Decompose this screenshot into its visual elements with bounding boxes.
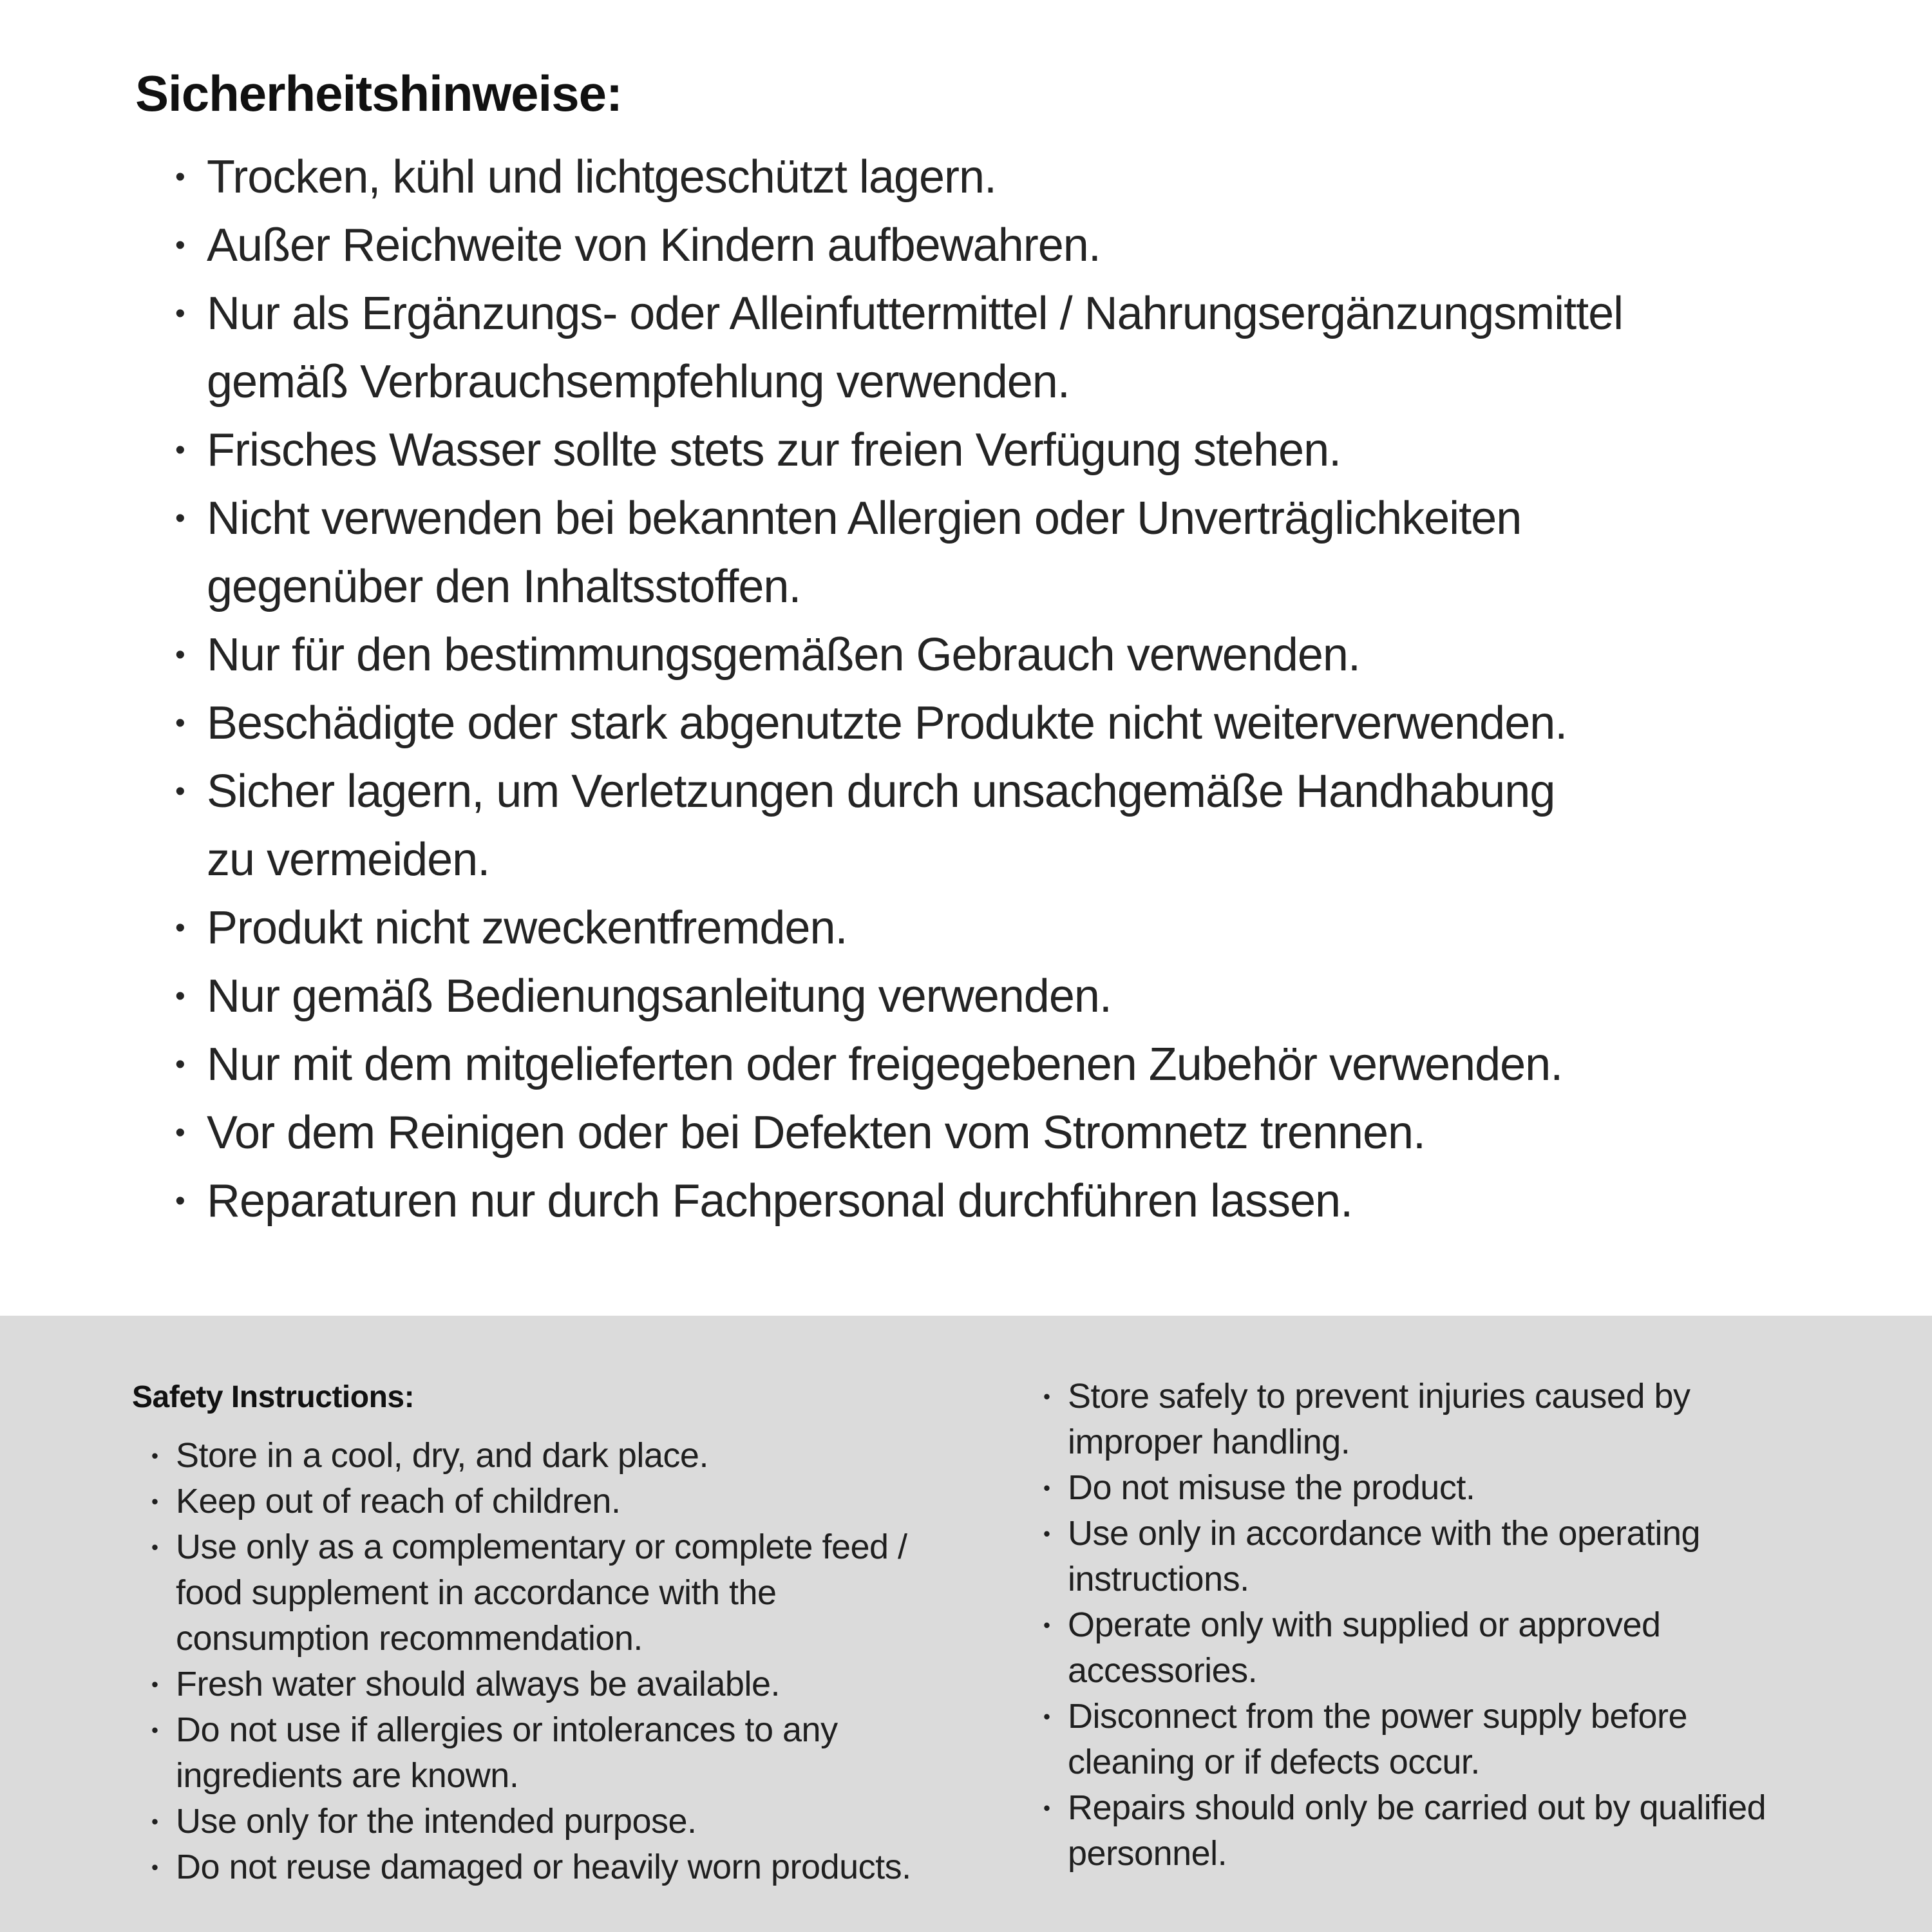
list-item <box>1043 1694 1932 1785</box>
list-item-line: Disconnect from the power supply before <box>1068 1697 1687 1736</box>
list-item-line: Store safely to prevent injuries caused by <box>1068 1377 1690 1416</box>
list-item <box>135 143 1900 211</box>
list-item-line: personnel. <box>1068 1834 1227 1873</box>
list-item <box>135 894 1900 962</box>
bullet-icon: • <box>175 1185 185 1217</box>
bullet-icon: • <box>175 1048 185 1080</box>
list-item-line: improper handling. <box>1068 1423 1350 1461</box>
list-item-line: Keep out of reach of children. <box>176 1482 621 1520</box>
list-item <box>135 416 1900 484</box>
bullet-icon: • <box>175 775 185 807</box>
list-item-line: ingredients are known. <box>176 1756 519 1795</box>
list-item <box>132 1844 1021 1890</box>
list-item <box>135 689 1900 757</box>
list-item-line: Do not use if allergies or intolerances to any <box>176 1710 838 1749</box>
german-heading: Sicherheitshinweise: <box>135 65 622 122</box>
list-item <box>1043 1785 1932 1877</box>
list-item-line: Repairs should only be carried out by qualified <box>1068 1788 1766 1827</box>
bullet-icon: • <box>1043 1797 1050 1819</box>
list-item-line: cleaning or if defects occur. <box>1068 1743 1480 1781</box>
bullet-icon: • <box>1043 1705 1050 1728</box>
list-item <box>135 211 1900 279</box>
list-item-line: zu vermeiden. <box>207 834 490 886</box>
bullet-icon: • <box>175 1117 185 1148</box>
list-item <box>132 1799 1021 1844</box>
bullet-icon: • <box>1043 1477 1050 1499</box>
list-item-line: Nur mit dem mitgelieferten oder freigegebenen Zubehör verwenden. <box>207 1039 1563 1090</box>
list-item <box>135 484 1900 621</box>
english-heading: Safety Instructions: <box>132 1380 415 1414</box>
bullet-icon: • <box>175 639 185 670</box>
bullet-icon: • <box>175 502 185 534</box>
list-item <box>132 1662 1021 1707</box>
list-item <box>135 1030 1900 1099</box>
english-safety-list-left <box>132 1433 1021 1890</box>
list-item <box>135 1167 1900 1235</box>
bullet-icon: • <box>175 707 185 739</box>
list-item <box>1043 1465 1932 1511</box>
list-item-line: Nur gemäß Bedienungsanleitung verwenden. <box>207 971 1112 1022</box>
list-item <box>1043 1374 1932 1465</box>
list-item <box>135 621 1900 689</box>
list-item-line: Use only as a complementary or complete feed / <box>176 1528 907 1566</box>
german-safety-list <box>135 143 1900 1235</box>
bullet-icon: • <box>175 434 185 466</box>
list-item-line: Vor dem Reinigen oder bei Defekten vom Stromnetz trennen. <box>207 1107 1426 1159</box>
bullet-icon: • <box>151 1856 158 1879</box>
list-item <box>132 1433 1021 1479</box>
list-item-line: Use only for the intended purpose. <box>176 1802 697 1841</box>
list-item <box>132 1524 1021 1662</box>
list-item-line: Do not misuse the product. <box>1068 1468 1475 1507</box>
bullet-icon: • <box>175 161 185 193</box>
list-item <box>135 757 1900 894</box>
bullet-icon: • <box>175 298 185 329</box>
list-item-line: Do not reuse damaged or heavily worn products. <box>176 1848 911 1886</box>
english-section <box>0 1316 1932 1932</box>
list-item-line: Use only in accordance with the operating <box>1068 1514 1701 1553</box>
list-item-line: Außer Reichweite von Kindern aufbewahren. <box>207 220 1101 271</box>
list-item-line: Fresh water should always be available. <box>176 1665 780 1703</box>
list-item-line: Nur als Ergänzungs- oder Alleinfuttermittel / Nahrungsergänzungsmittel <box>207 288 1624 339</box>
list-item <box>135 279 1900 416</box>
bullet-icon: • <box>151 1810 158 1833</box>
bullet-icon: • <box>175 980 185 1012</box>
bullet-icon: • <box>1043 1522 1050 1545</box>
bullet-icon: • <box>151 1719 158 1741</box>
list-item-line: food supplement in accordance with the <box>176 1573 777 1612</box>
bullet-icon: • <box>151 1673 158 1696</box>
bullet-icon: • <box>1043 1614 1050 1636</box>
list-item-line: consumption recommendation. <box>176 1619 643 1658</box>
list-item <box>132 1479 1021 1524</box>
list-item <box>1043 1602 1932 1694</box>
list-item-line: Produkt nicht zweckentfremden. <box>207 902 848 954</box>
list-item-line: gemäß Verbrauchsempfehlung verwenden. <box>207 356 1070 408</box>
bullet-icon: • <box>1043 1385 1050 1408</box>
bullet-icon: • <box>151 1444 158 1467</box>
list-item-line: Sicher lagern, um Verletzungen durch unsachgemäße Handhabung <box>207 766 1555 817</box>
bullet-icon: • <box>151 1536 158 1558</box>
list-item <box>135 962 1900 1030</box>
list-item-line: Reparaturen nur durch Fachpersonal durchführen lassen. <box>207 1175 1353 1227</box>
list-item <box>1043 1511 1932 1602</box>
list-item-line: Nicht verwenden bei bekannten Allergien oder Unverträglichkeiten <box>207 493 1522 544</box>
list-item-line: Trocken, kühl und lichtgeschützt lagern. <box>207 151 997 203</box>
list-item-line: accessories. <box>1068 1651 1258 1690</box>
list-item-line: Frisches Wasser sollte stets zur freien Verfügung stehen. <box>207 424 1341 476</box>
english-safety-list-right <box>1043 1374 1932 1877</box>
list-item-line: Operate only with supplied or approved <box>1068 1605 1661 1644</box>
list-item-line: gegenüber den Inhaltsstoffen. <box>207 561 801 612</box>
bullet-icon: • <box>175 229 185 261</box>
bullet-icon: • <box>175 912 185 943</box>
list-item-line: Beschädigte oder stark abgenutzte Produkte nicht weiterverwenden. <box>207 697 1567 749</box>
list-item <box>135 1099 1900 1167</box>
list-item-line: Nur für den bestimmungsgemäßen Gebrauch verwenden. <box>207 629 1360 681</box>
list-item <box>132 1707 1021 1799</box>
list-item-line: Store in a cool, dry, and dark place. <box>176 1436 708 1475</box>
list-item-line: instructions. <box>1068 1560 1249 1598</box>
bullet-icon: • <box>151 1490 158 1513</box>
